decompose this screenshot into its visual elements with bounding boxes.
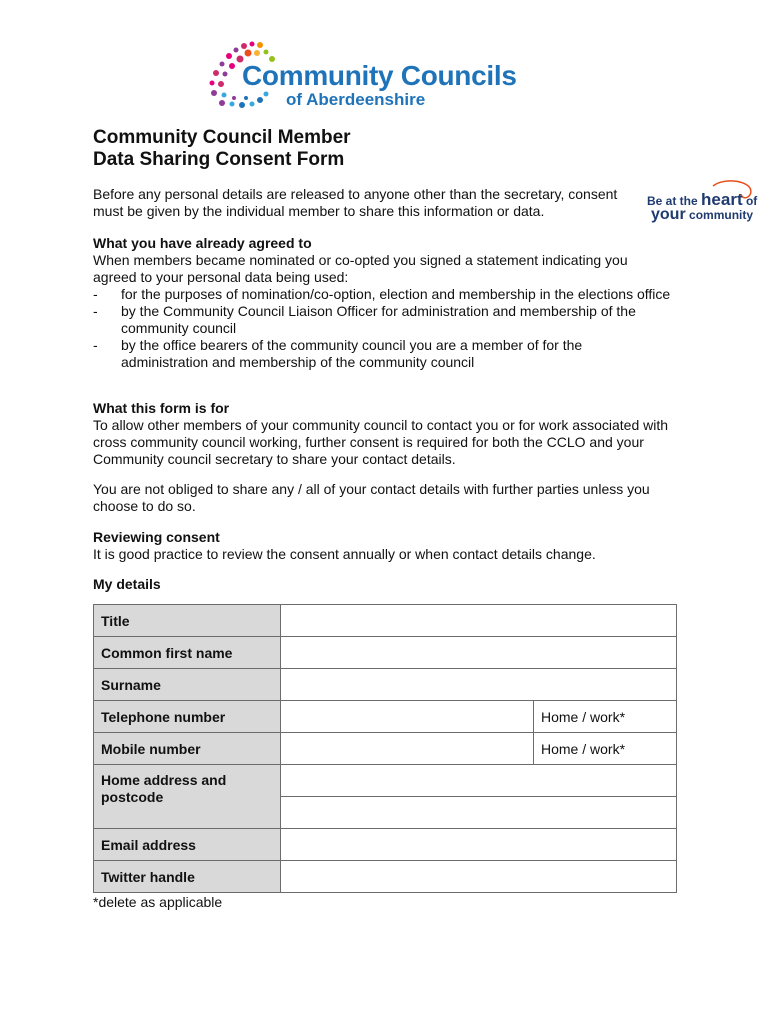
agreed-bullet	[93, 303, 673, 337]
telephone-label: Telephone number	[94, 701, 281, 733]
purpose-heading: What this form is for	[93, 400, 230, 416]
agreed-text: When members became nominated or co-opted you signed a statement indicating you agreed to your personal data being used:	[93, 252, 628, 285]
obligation-paragraph: You are not obliged to share any / all of your contact details with further parties unless you choose to do so.	[93, 481, 650, 514]
address-field-line-2[interactable]	[281, 797, 677, 829]
community-councils-logo	[202, 38, 572, 114]
address-label: Home address and postcode	[94, 765, 281, 829]
agreed-bullet-text: by the office bearers of the community council you are a member of for the administration and membership of the community council	[121, 337, 583, 370]
first-name-label: Common first name	[94, 637, 281, 669]
table-row	[94, 765, 677, 797]
twitter-label: Twitter handle	[94, 861, 281, 893]
bullet-dash: -	[93, 286, 98, 302]
surname-field[interactable]	[281, 669, 677, 701]
slogan-of: of	[745, 194, 758, 208]
title-label: Title	[94, 605, 281, 637]
slogan-badge	[645, 180, 770, 230]
address-field-line-1[interactable]	[281, 765, 677, 797]
table-row	[94, 637, 677, 669]
table-row	[94, 701, 677, 733]
table-row	[94, 733, 677, 765]
table-row	[94, 605, 677, 637]
email-label: Email address	[94, 829, 281, 861]
slogan-heart: heart	[701, 190, 743, 209]
purpose-text: To allow other members of your community council to contact you or for work associated with cross community council working, further consent is required for both the CCLO and your Community council secretary to share your contact details.	[93, 417, 669, 467]
slogan-community: community	[689, 208, 754, 222]
email-field[interactable]	[281, 829, 677, 861]
reviewing-section	[93, 529, 693, 563]
title-field[interactable]	[281, 605, 677, 637]
agreed-bullet-text: by the Community Council Liaison Officer for administration and membership of the community council	[121, 303, 636, 336]
mobile-field[interactable]	[281, 733, 534, 765]
my-details-heading: My details	[93, 576, 161, 592]
details-table	[93, 604, 677, 893]
agreed-heading: What you have already agreed to	[93, 235, 312, 251]
twitter-field[interactable]	[281, 861, 677, 893]
agreed-section	[93, 235, 673, 371]
reviewing-heading: Reviewing consent	[93, 529, 220, 545]
agreed-bullet	[93, 286, 673, 303]
bullet-dash: -	[93, 337, 98, 353]
table-row	[94, 829, 677, 861]
table-row	[94, 669, 677, 701]
purpose-section	[93, 400, 683, 468]
agreed-bullet-text: for the purposes of nomination/co-option, election and membership in the elections office	[121, 286, 671, 302]
slogan-be-at-the: Be at the	[647, 194, 698, 208]
mobile-type-note: Home / work*	[534, 733, 677, 765]
reviewing-text: It is good practice to review the consent annually or when contact details change.	[93, 546, 596, 562]
slogan-line-2	[651, 206, 753, 224]
telephone-field[interactable]	[281, 701, 534, 733]
title-line-1: Community Council Member	[93, 127, 351, 148]
mobile-label: Mobile number	[94, 733, 281, 765]
slogan-your: your	[651, 206, 686, 223]
logo-title: Community Councils	[242, 60, 517, 91]
page-title	[93, 127, 351, 171]
telephone-type-note: Home / work*	[534, 701, 677, 733]
logo-subtitle: of Aberdeenshire	[286, 90, 426, 109]
intro-paragraph: Before any personal details are released to anyone other than the secretary, consent must be given by the individual member to share this information or data.	[93, 186, 618, 219]
title-line-2: Data Sharing Consent Form	[93, 149, 345, 170]
surname-label: Surname	[94, 669, 281, 701]
bullet-dash: -	[93, 303, 98, 319]
first-name-field[interactable]	[281, 637, 677, 669]
footnote: *delete as applicable	[93, 894, 223, 910]
agreed-bullet	[93, 337, 673, 371]
table-row	[94, 861, 677, 893]
